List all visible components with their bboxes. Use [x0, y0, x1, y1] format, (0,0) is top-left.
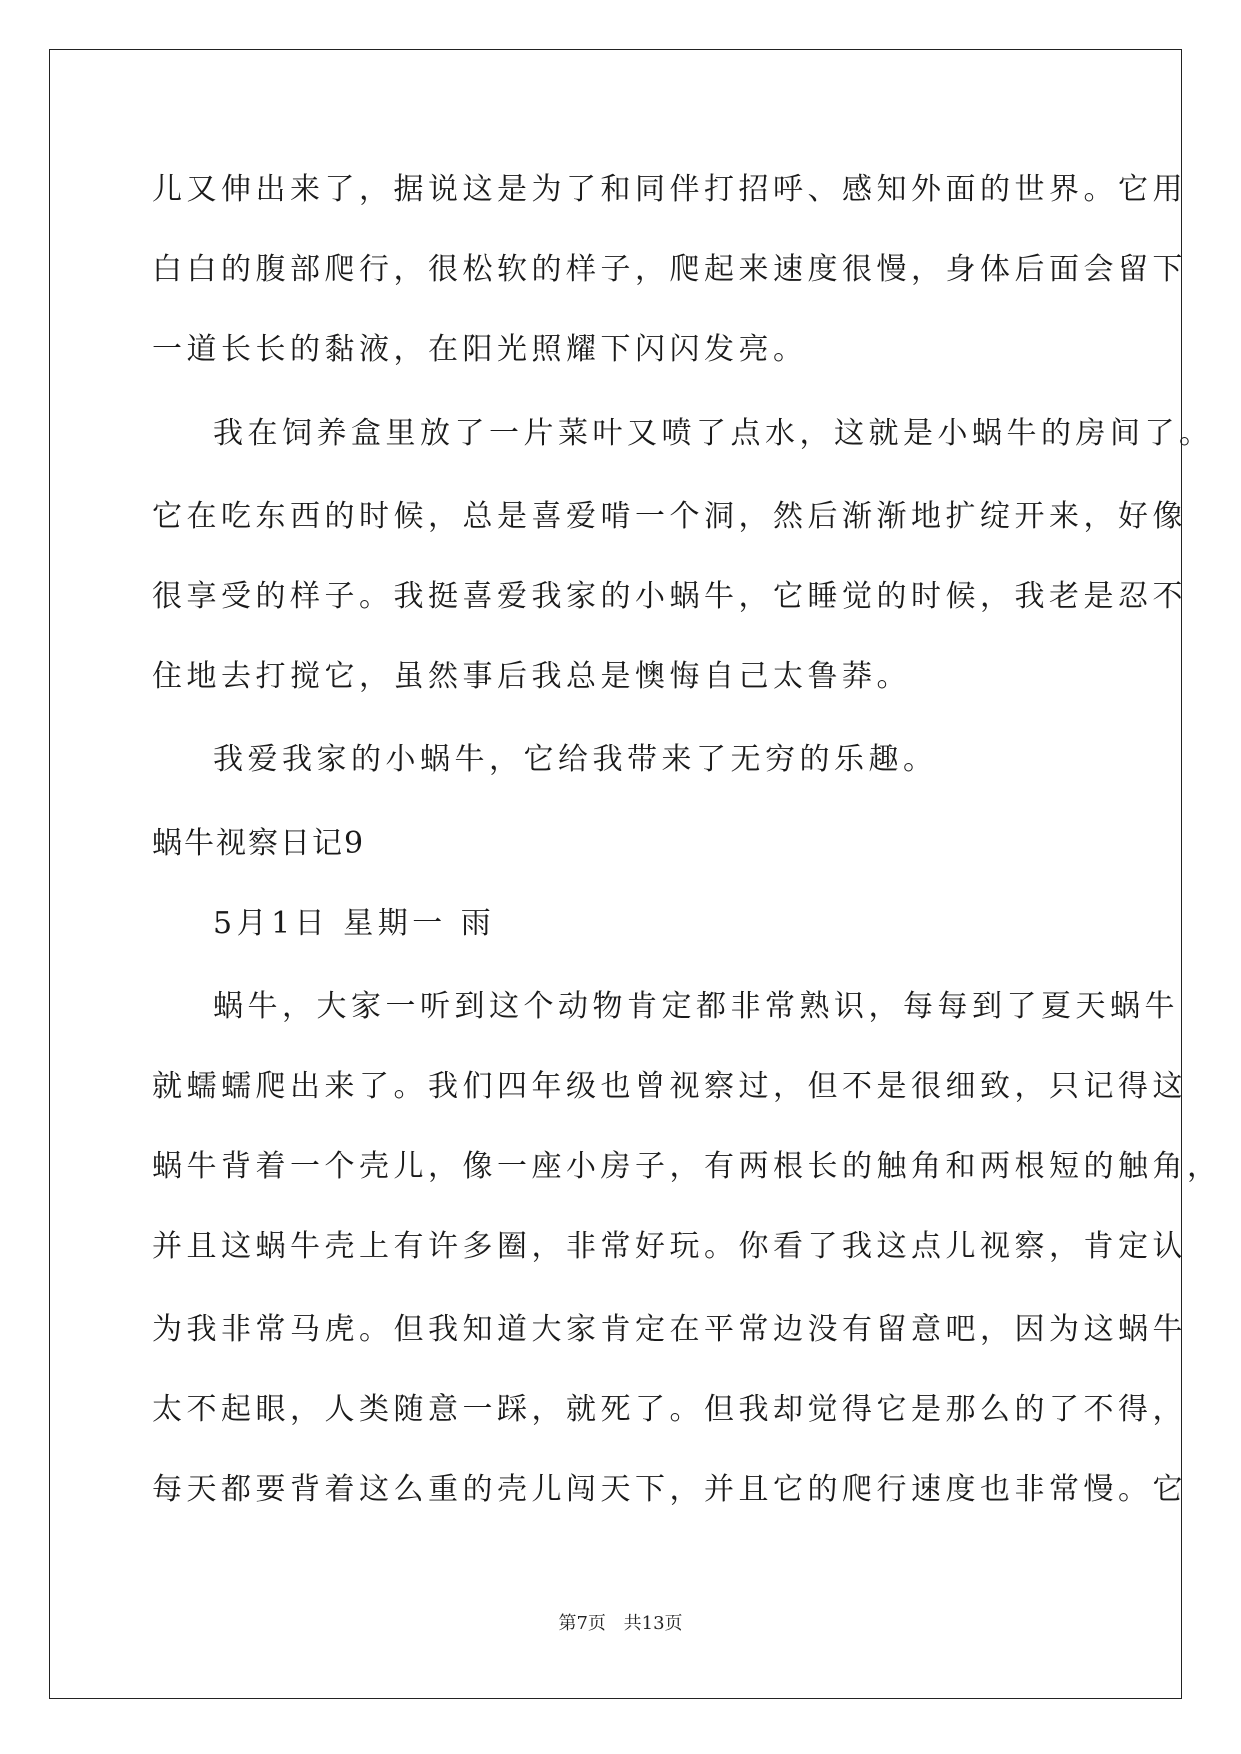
body-text-line: 住地去打搅它，虽然事后我总是懊悔自己太鲁莽。 — [152, 659, 911, 694]
body-text-line: 它在吃东西的时候，总是喜爱啃一个洞，然后渐渐地扩绽开来，好像 — [152, 499, 1187, 534]
paragraph-start-line: 我在饲养盒里放了一片菜叶又喷了点水，这就是小蜗牛的房间了。 — [213, 416, 1214, 451]
body-text-line: 为我非常马虎。但我知道大家肯定在平常边没有留意吧，因为这蜗牛 — [152, 1312, 1187, 1347]
paragraph-start-line: 我爱我家的小蜗牛，它给我带来了无穷的乐趣。 — [213, 742, 938, 777]
body-text-line: 每天都要背着这么重的壳儿闯天下，并且它的爬行速度也非常慢。它 — [152, 1472, 1187, 1507]
section-heading: 蜗牛视察日记9 — [152, 826, 366, 861]
body-text-line: 就蠕蠕爬出来了。我们四年级也曾视察过，但不是很细致，只记得这 — [152, 1069, 1187, 1104]
page-number-total: 共13页 — [623, 1613, 683, 1634]
body-text-line: 一道长长的黏液，在阳光照耀下闪闪发亮。 — [152, 332, 808, 367]
paragraph-start-line: 蜗牛，大家一听到这个动物肯定都非常熟识，每每到了夏天蜗牛 — [213, 989, 1179, 1024]
body-text-line: 白白的腹部爬行，很松软的样子，爬起来速度很慢，身体后面会留下 — [152, 252, 1187, 287]
page-footer — [0, 1612, 1241, 1636]
body-text-line: 蜗牛背着一个壳儿，像一座小房子，有两根长的触角和两根短的触角， — [152, 1149, 1222, 1184]
body-text-line: 很享受的样子。我挺喜爱我家的小蜗牛，它睡觉的时候，我老是忍不 — [152, 579, 1187, 614]
date-weather-line: 5月1日 星期一 雨 — [213, 906, 496, 941]
body-text-line: 儿又伸出来了，据说这是为了和同伴打招呼、感知外面的世界。它用 — [152, 172, 1187, 207]
body-text-line: 太不起眼，人类随意一踩，就死了。但我却觉得它是那么的了不得， — [152, 1392, 1187, 1427]
page-border — [49, 49, 1182, 1699]
page-number-current: 第7页 — [558, 1613, 606, 1634]
body-text-line: 并且这蜗牛壳上有许多圈，非常好玩。你看了我这点儿视察，肯定认 — [152, 1229, 1187, 1264]
